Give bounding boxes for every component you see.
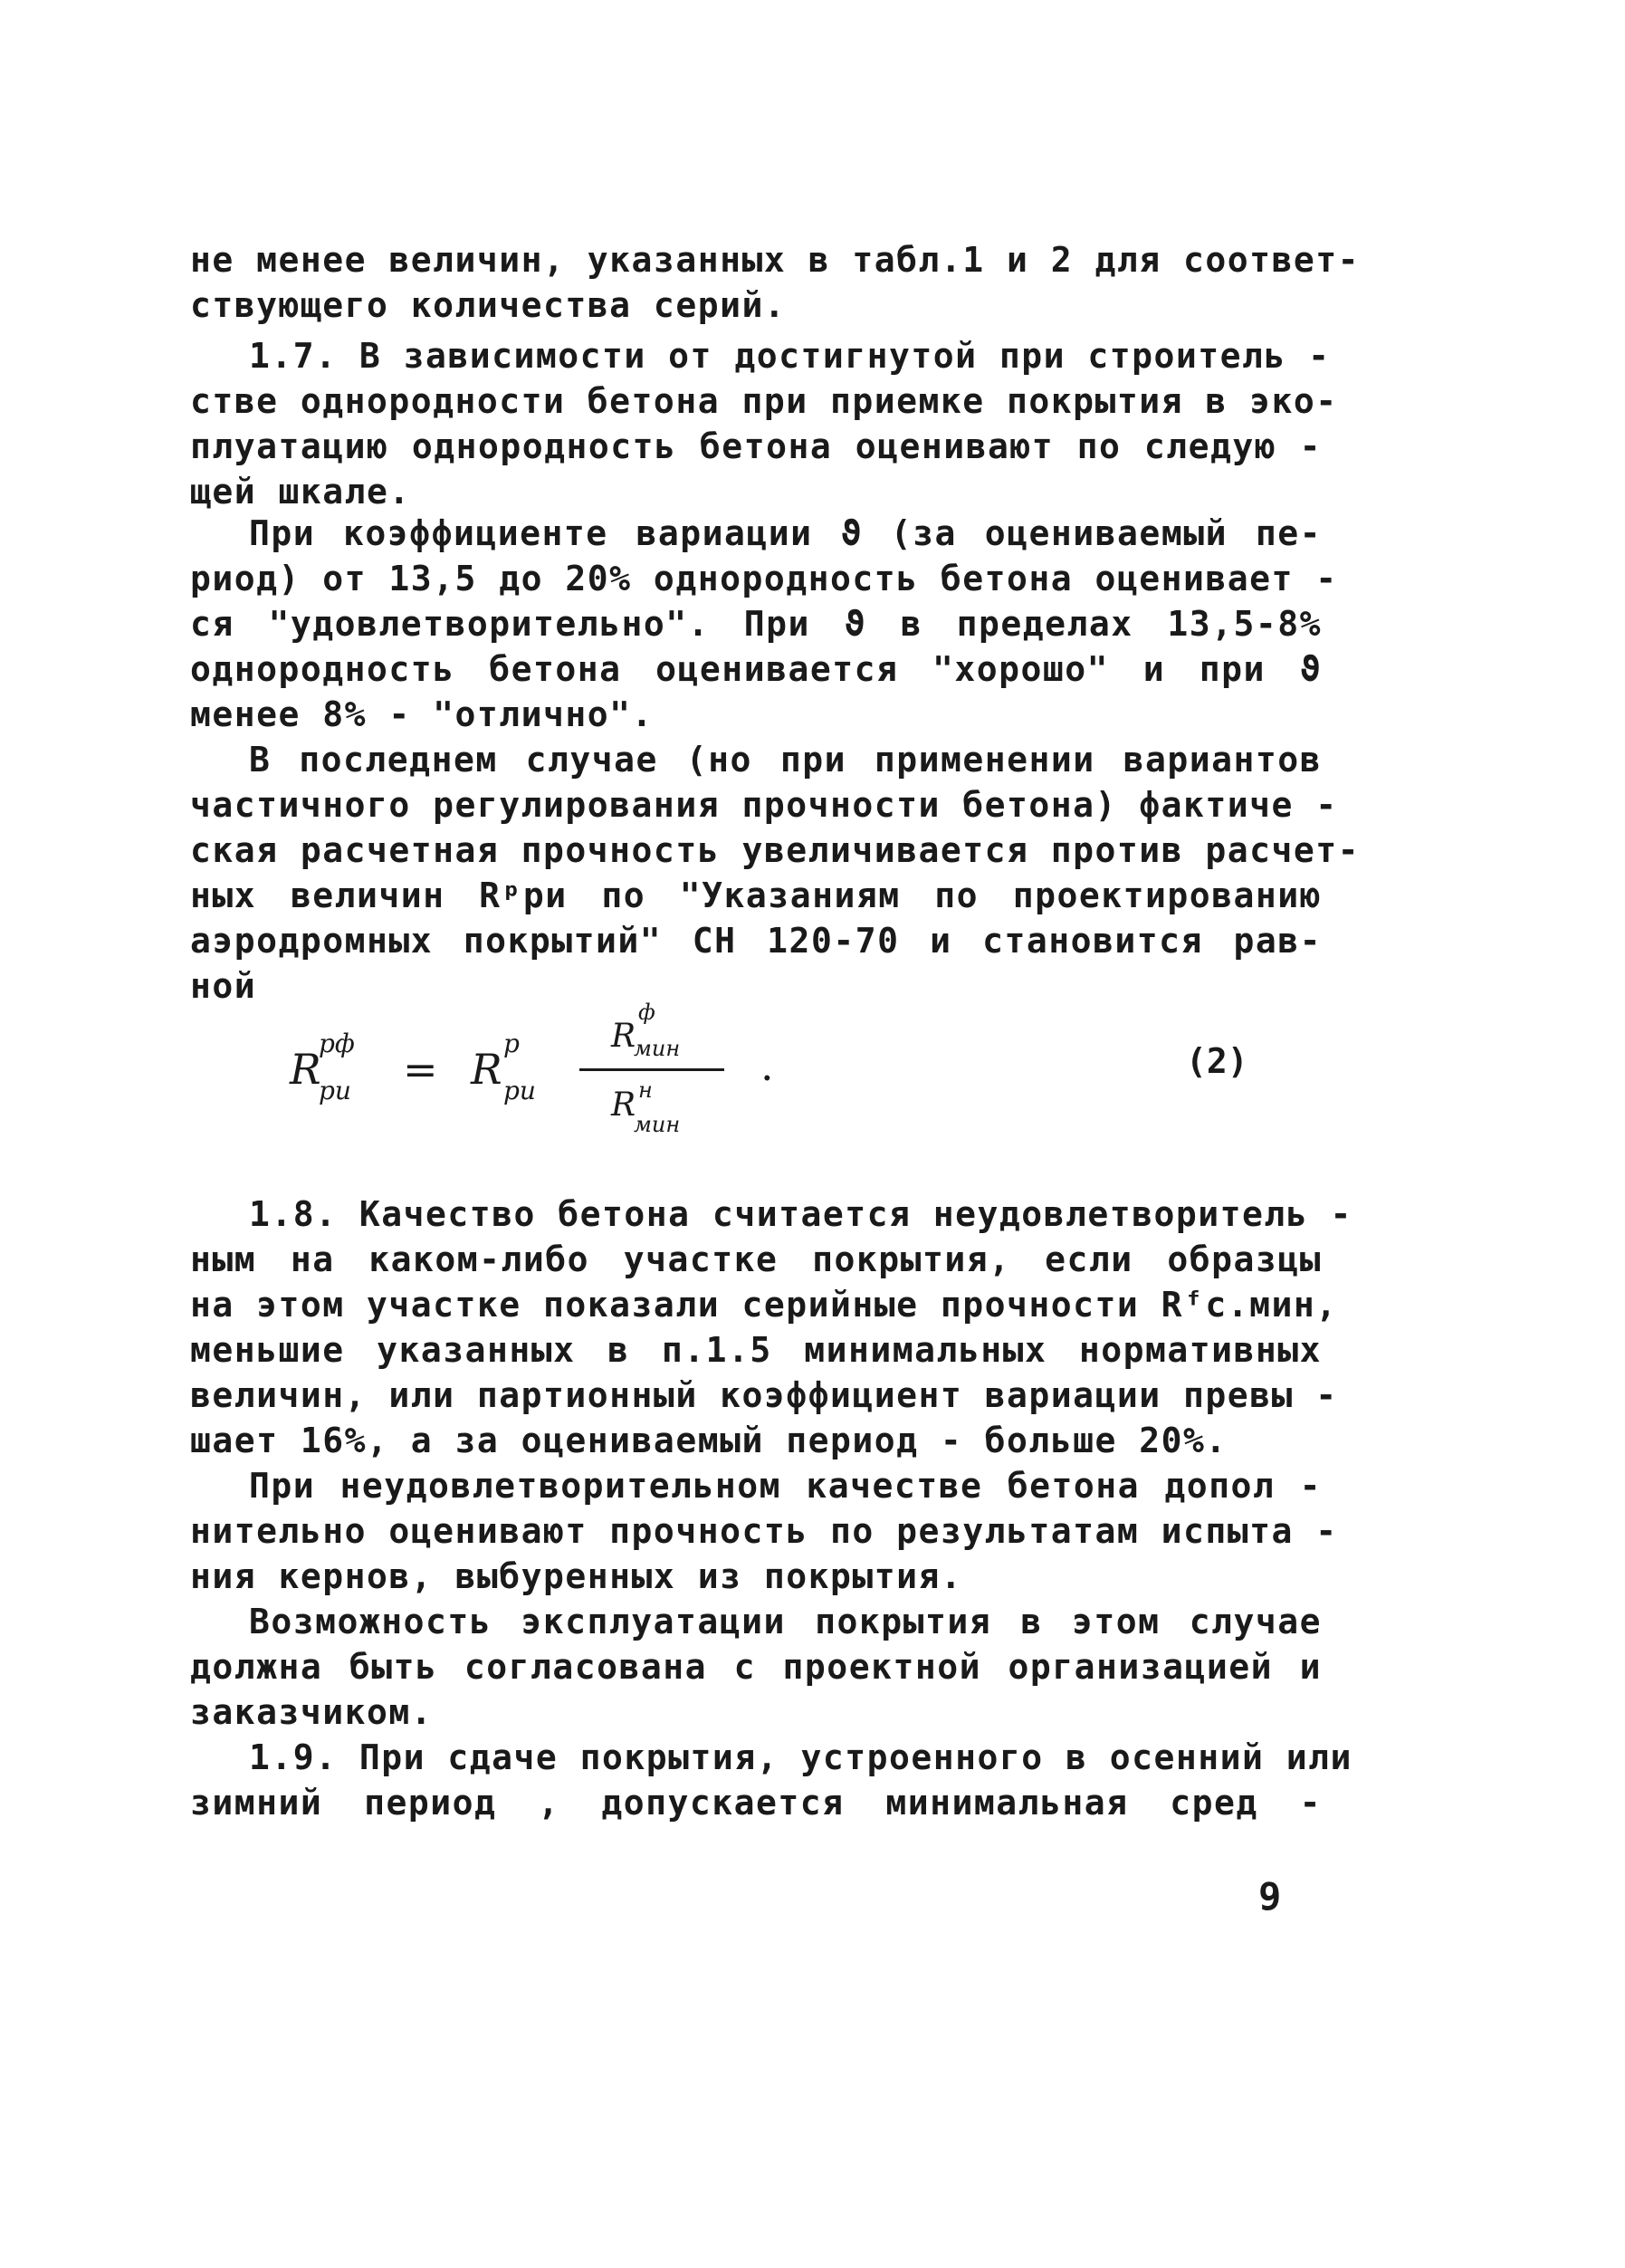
formula-num-base: R [611, 1018, 636, 1055]
text-line: ных величин Rᵖри по "Указаниям по проектированию [190, 876, 1322, 915]
equation-number: (2) [1186, 1041, 1248, 1081]
text-line: ская расчетная прочность увеличивается против расчет- [190, 830, 1361, 870]
text-line: заказчиком. [190, 1692, 434, 1732]
formula-num-sup: ф [638, 1000, 655, 1025]
section-1-7-start: 1.7. В зависимости от достигнутой при строитель - [249, 336, 1331, 376]
text-line: однородность бетона оценивается "хорошо" и при ϑ [190, 649, 1322, 689]
text-line: нительно оценивают прочность по результатам испыта - [190, 1511, 1338, 1551]
text-line: на этом участке показали серийные прочности Rᶠс.мин, [190, 1285, 1338, 1325]
formula-den-sup: н [638, 1077, 653, 1103]
formula-rhs-sub: ри [503, 1076, 536, 1105]
formula-rhs-sup: р [503, 1029, 520, 1058]
text-line: ствующего количества серий. [190, 285, 787, 325]
text-line: ния кернов, выбуренных из покрытия. [190, 1556, 963, 1596]
page-number: 9 [1258, 1874, 1282, 1919]
formula-lhs-sub: ри [319, 1076, 351, 1105]
formula-equals: = [403, 1045, 438, 1094]
text-line: В последнем случае (но при применении вариантов [249, 740, 1322, 780]
formula-den-base: R [611, 1086, 636, 1124]
text-line: не менее величин, указанных в табл.1 и 2 для соответ- [190, 240, 1361, 280]
text-line: Возможность эксплуатации покрытия в этом случае [249, 1602, 1322, 1641]
text-line: При коэффициенте вариации ϑ (за оцениваемый пе- [249, 513, 1322, 553]
text-line: стве однородности бетона при приемке покрытия в эко- [190, 381, 1338, 421]
text-line: При неудовлетворительном качестве бетона допол - [249, 1466, 1322, 1506]
text-line: должна быть согласована с проектной организацией и [190, 1647, 1322, 1687]
fraction-bar [579, 1068, 724, 1071]
formula-2 [290, 1000, 1240, 1141]
formula-num-sub: мин [634, 1036, 681, 1061]
text-line: ной [190, 966, 257, 1006]
text-line: шает 16%, а за оцениваемый период - больше 20%. [190, 1421, 1228, 1460]
formula-lhs-base: R [290, 1045, 321, 1094]
text-line: величин, или партионный коэффициент вариации превы - [190, 1375, 1338, 1415]
text-line: щей шкале. [190, 472, 411, 512]
text-line: ся "удовлетворительно". При ϑ в пределах 13,5-8% [190, 604, 1322, 644]
text-line: зимний период , допускается минимальная сред - [190, 1783, 1322, 1823]
text-line: риод) от 13,5 до 20% однородность бетона оценивает - [190, 559, 1338, 598]
section-1-9-start: 1.9. При сдаче покрытия, устроенного в осенний или [249, 1737, 1353, 1777]
formula-rhs-base: R [471, 1045, 502, 1094]
text-line: менее 8% - "отлично". [190, 694, 654, 734]
text-line: частичного регулирования прочности бетона) фактиче - [190, 785, 1338, 825]
formula-dot: . [760, 1041, 774, 1090]
section-1-8-start: 1.8. Качество бетона считается неудовлетворитель - [249, 1194, 1353, 1234]
text-line: меньшие указанных в п.1.5 минимальных нормативных [190, 1330, 1322, 1370]
text-line: аэродромных покрытий" СН 120-70 и становится рав- [190, 921, 1322, 961]
formula-den-sub: мин [634, 1112, 681, 1137]
text-line: плуатацию однородность бетона оценивают по следую - [190, 426, 1322, 466]
text-line: ным на каком-либо участке покрытия, если образцы [190, 1239, 1322, 1279]
formula-lhs-sup: рф [319, 1029, 355, 1058]
